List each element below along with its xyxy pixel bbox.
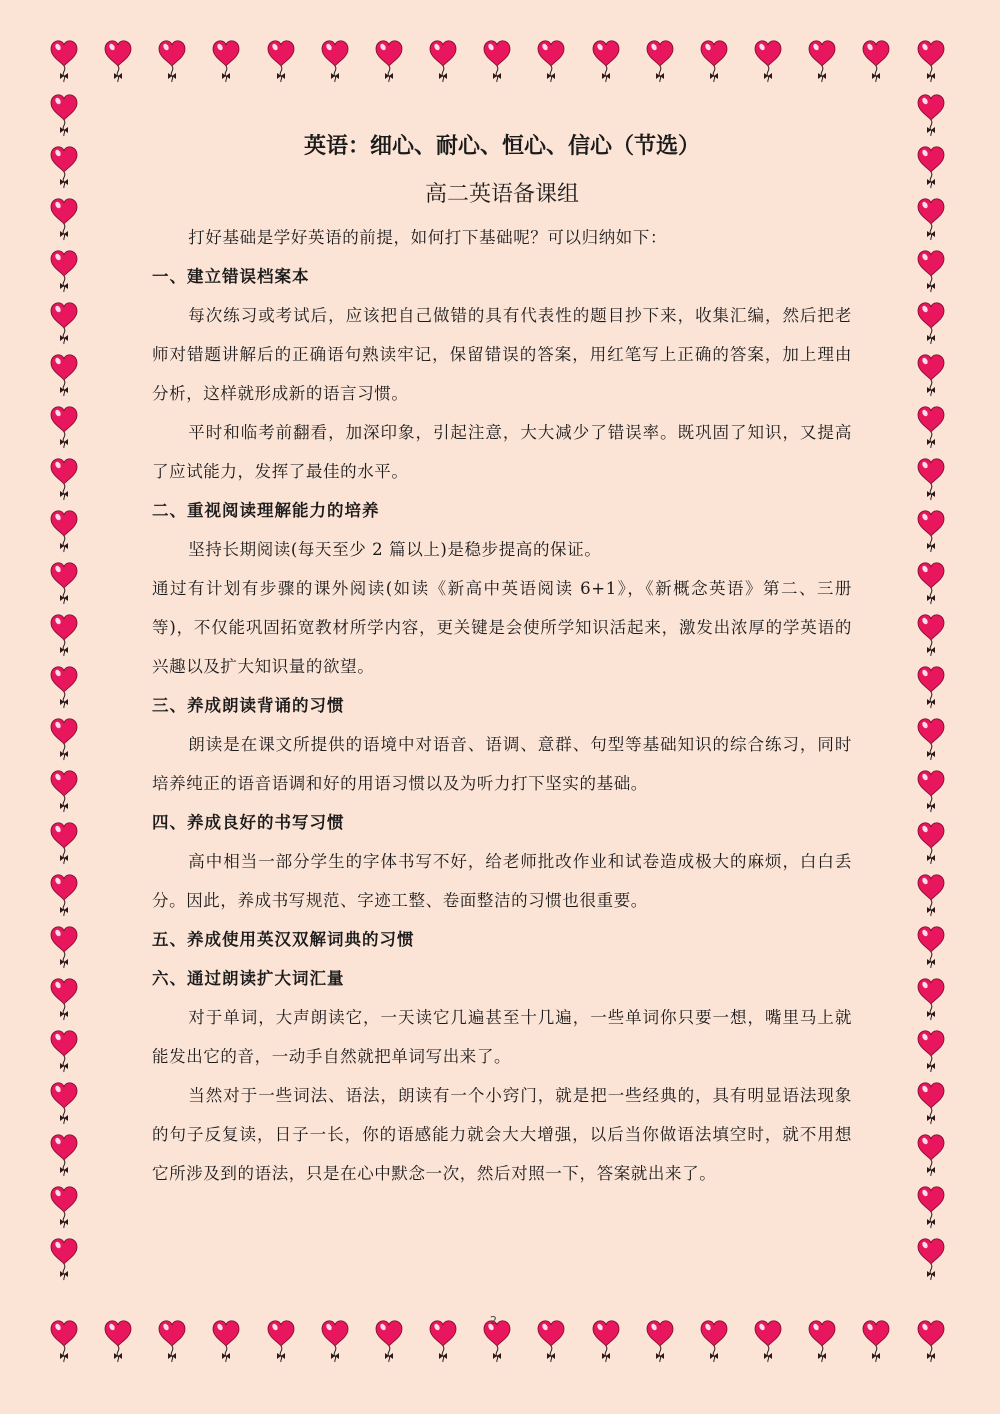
heart-balloon-icon [918,1031,944,1072]
heart-balloon-icon [51,667,77,708]
heart-balloon-icon [918,459,944,500]
heart-balloon-icon [376,41,402,82]
section-paragraph: 当然对于一些词法、语法，朗读有一个小窍门，就是把一些经典的，具有明显语法现象的句子反复读，日子一长，你的语感能力就会大大增强，以后当你做语法填空时，就不用想它所涉及到的语法，只是在心中默念一次，然后对照一下，答案就出来了。 [152,1086,852,1183]
heart-balloon-icon [918,407,944,448]
heart-balloon-icon [918,719,944,760]
heart-balloon-icon [918,147,944,188]
document-title: 英语：细心、耐心、恒心、信心（节选） [303,134,700,159]
heart-balloon-icon [918,199,944,240]
section-heading: 三、养成朗读背诵的习惯 [152,696,345,715]
heart-balloon-icon [51,979,77,1020]
heart-balloon-icon [51,1031,77,1072]
heart-balloon-icon [51,1239,77,1280]
heart-balloon-icon [51,771,77,812]
section-heading: 一、建立错误档案本 [152,267,310,286]
heart-balloon-icon [647,1321,673,1362]
section [152,803,852,920]
section-paragraph: 每次练习或考试后，应该把自己做错的具有代表性的题目抄下来，收集汇编，然后把老师对错题讲解后的正确语句熟读牢记，保留错误的答案，用红笔写上正确的答案，加上理由分析，这样就形成新的语言习惯。 [152,306,852,403]
section [152,491,852,686]
heart-balloon-icon [918,355,944,396]
heart-balloon-icon [376,1321,402,1362]
heart-balloon-icon [51,875,77,916]
heart-balloon-icon [51,823,77,864]
section-paragraph: 高中相当一部分学生的字体书写不好，给老师批改作业和试卷造成极大的麻烦，白白丢分。因此，养成书写规范、字迹工整、卷面整洁的习惯也很重要。 [152,852,852,910]
heart-balloon-icon [159,1321,185,1362]
heart-balloon-icon [51,1083,77,1124]
heart-balloon-icon [809,1321,835,1362]
heart-balloon-icon [51,1321,77,1362]
heart-balloon-icon [51,1135,77,1176]
heart-balloon-icon [918,511,944,552]
heart-balloon-icon [51,303,77,344]
section-paragraph: 坚持长期阅读(每天至少 2 篇以上)是稳步提高的保证。 [188,540,602,559]
heart-balloon-icon [51,459,77,500]
heart-balloon-icon [105,41,131,82]
heart-balloon-icon [918,667,944,708]
heart-balloon-icon [105,1321,131,1362]
section-heading: 四、养成良好的书写习惯 [152,813,345,832]
heart-balloon-icon [538,41,564,82]
heart-balloon-icon [918,927,944,968]
heart-balloon-icon [918,1135,944,1176]
heart-balloon-icon [51,615,77,656]
section-heading: 五、养成使用英汉双解词典的习惯 [152,930,415,949]
heart-balloon-icon [213,41,239,82]
heart-balloon-icon [918,1321,944,1362]
heart-balloon-icon [809,41,835,82]
heart-balloon-icon [268,41,294,82]
heart-balloon-icon [430,41,456,82]
heart-balloon-icon [863,41,889,82]
section [152,686,852,803]
heart-balloon-icon [918,875,944,916]
heart-balloon-icon [918,615,944,656]
heart-balloon-icon [918,1083,944,1124]
heart-balloon-icon [918,251,944,292]
heart-balloon-icon [484,41,510,82]
heart-balloon-icon [430,1321,456,1362]
heart-balloon-icon [918,1239,944,1280]
document-subtitle: 高二英语备课组 [424,182,579,207]
heart-balloon-icon [51,1187,77,1228]
heart-balloon-icon [701,1321,727,1362]
heart-balloon-icon [918,823,944,864]
heart-balloon-icon [51,199,77,240]
heart-balloon-icon [863,1321,889,1362]
heart-balloon-icon [755,1321,781,1362]
section-paragraph: 平时和临考前翻看，加深印象，引起注意，大大减少了错误率。既巩固了知识，又提高了应试能力，发挥了最佳的水平。 [152,423,852,481]
heart-balloon-icon [918,771,944,812]
heart-balloon-icon [918,979,944,1020]
heart-balloon-icon [538,1321,564,1362]
heart-balloon-icon [322,1321,348,1362]
heart-balloon-icon [918,41,944,82]
heart-balloon-icon [755,41,781,82]
heart-balloon-icon [918,95,944,136]
heart-balloon-icon [593,1321,619,1362]
heart-balloon-icon [918,1187,944,1228]
heart-balloon-icon [918,563,944,604]
intro-paragraph: 打好基础是学好英语的前提，如何打下基础呢？可以归纳如下： [188,228,668,247]
heart-balloon-icon [268,1321,294,1362]
heart-balloon-icon [322,41,348,82]
heart-balloon-icon [51,95,77,136]
section-heading: 二、重视阅读理解能力的培养 [152,501,380,520]
heart-balloon-icon [51,927,77,968]
sections-container [152,257,852,1193]
heart-balloon-icon [593,41,619,82]
heart-balloon-icon [918,303,944,344]
section [152,959,852,1193]
heart-balloon-icon [51,147,77,188]
section [152,920,852,959]
section-paragraph: 对于单词，大声朗读它，一天读它几遍甚至十几遍，一些单词你只要一想，嘴里马上就能发出它的音，一动手自然就把单词写出来了。 [152,1008,852,1066]
heart-balloon-icon [51,719,77,760]
heart-balloon-icon [51,407,77,448]
heart-balloon-icon [51,511,77,552]
heart-balloon-icon [213,1321,239,1362]
section-paragraph: 朗读是在课文所提供的语境中对语音、语调、意群、句型等基础知识的综合练习，同时培养纯正的语音语调和好的用语习惯以及为听力打下坚实的基础。 [152,735,852,793]
section [152,257,852,491]
heart-balloon-icon [51,355,77,396]
heart-balloon-icon [51,41,77,82]
heart-balloon-icon [51,251,77,292]
heart-balloon-icon [647,41,673,82]
document-body [152,128,852,1193]
section-heading: 六、通过朗读扩大词汇量 [152,969,345,988]
heart-balloon-icon [159,41,185,82]
section-paragraph: 通过有计划有步骤的课外阅读(如读《新高中英语阅读 6+1》，《新概念英语》第二、三册等)，不仅能巩固拓宽教材所学内容，更关键是会使所学知识活起来，激发出浓厚的学英语的兴趣以及扩大知识量的欲望。 [152,579,852,676]
heart-balloon-icon [51,563,77,604]
heart-balloon-icon [701,41,727,82]
heart-balloon-icon [484,1321,510,1362]
page-number: 2 [490,1314,497,1327]
